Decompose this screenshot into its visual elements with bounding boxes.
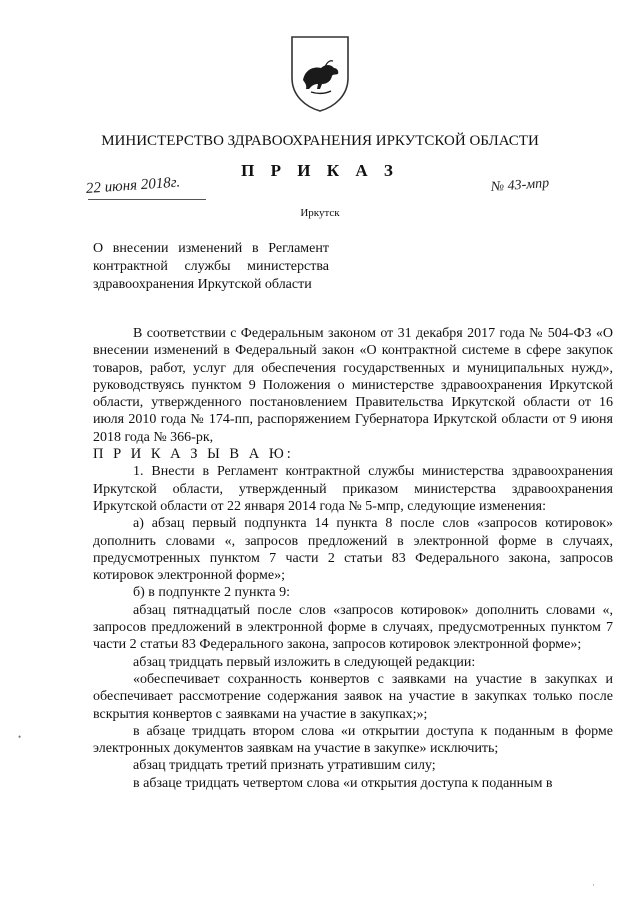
item-b-paragraph: б) в подпункте 2 пункта 9:	[133, 585, 291, 601]
item-b-para32: в абзаце тридцать втором слова «и открытии доступа к поданным в форме электронных документов заявкам на участие в закупке» исключить;	[93, 723, 613, 757]
city-name: Иркутск	[300, 207, 340, 219]
date-underline	[88, 199, 206, 200]
order-subject: О внесении изменений в Регламент контрактной службы министерства здравоохранения Иркутской области	[93, 241, 329, 292]
item-b-para33: абзац тридцать третий признать утратившим силу;	[133, 758, 436, 774]
item-b-para34: в абзаце тридцать четвертом слова «и открытия доступа к поданным в	[133, 775, 553, 791]
order-date: 22 июня 2018г.	[85, 174, 181, 197]
order-word: П Р И К А З Ы В А Ю:	[93, 446, 294, 463]
scan-speck: •	[18, 732, 22, 742]
item-b-para31: абзац тридцать первый изложить в следующей редакции:	[133, 654, 476, 670]
document-title: П Р И К А З	[241, 161, 399, 180]
irkutsk-coat-of-arms-icon	[289, 34, 351, 114]
scan-speck: ·	[592, 880, 595, 890]
preamble-paragraph: В соответствии с Федеральным законом от 31 декабря 2017 года № 504-ФЗ «О внесении изменений в Федеральный закон «О контрактной системе в сфере закупок товаров, работ, услуг для обеспечения государственных и муниципальных нужд», руководствуясь пунктом 9 Положения о министерстве здравоохранения Иркутской области, утвержденного постановлением Правительства Иркутской области от 16 июля 2010 года № 174-пп, распоряжением Губернатора Иркутской области от 9 июня 2018 года № 366-рк,	[93, 326, 613, 445]
ministry-name: МИНИСТЕРСТВО ЗДРАВООХРАНЕНИЯ ИРКУТСКОЙ ОБЛАСТИ	[101, 133, 539, 149]
item-b-para15: абзац пятнадцатый после слов «запросов котировок» дополнить словами «, запросов предложений в электронной форме в случаях, предусмотренных пунктом 7 части 2 статьи 83 Федерального закона, запросов котировок электронной форме»;	[93, 602, 613, 653]
item-a-paragraph: а) абзац первый подпункта 14 пункта 8 после слов «запросов котировок» дополнить словами «, запросов предложений в электронной форме в случаях, предусмотренных пунктом 7 части 2 статьи 83 Федерального закона, запросов котировок электронной форме»;	[93, 516, 613, 584]
item-1-paragraph: 1. Внести в Регламент контрактной службы министерства здравоохранения Иркутской области, утвержденный приказом министерства здравоохранения Иркутской области от 22 января 2014 года № 5-мпр, следующие изменения:	[93, 464, 613, 514]
order-number: № 43-мпр	[490, 175, 550, 195]
item-b-para31-text: «обеспечивает сохранность конвертов с заявками на участие в закупках и обеспечивает рассмотрение содержания заявок на участие в закупках только после вскрытия конвертов с заявками на участие в закупках;»;	[93, 671, 613, 722]
order-body	[93, 325, 613, 792]
